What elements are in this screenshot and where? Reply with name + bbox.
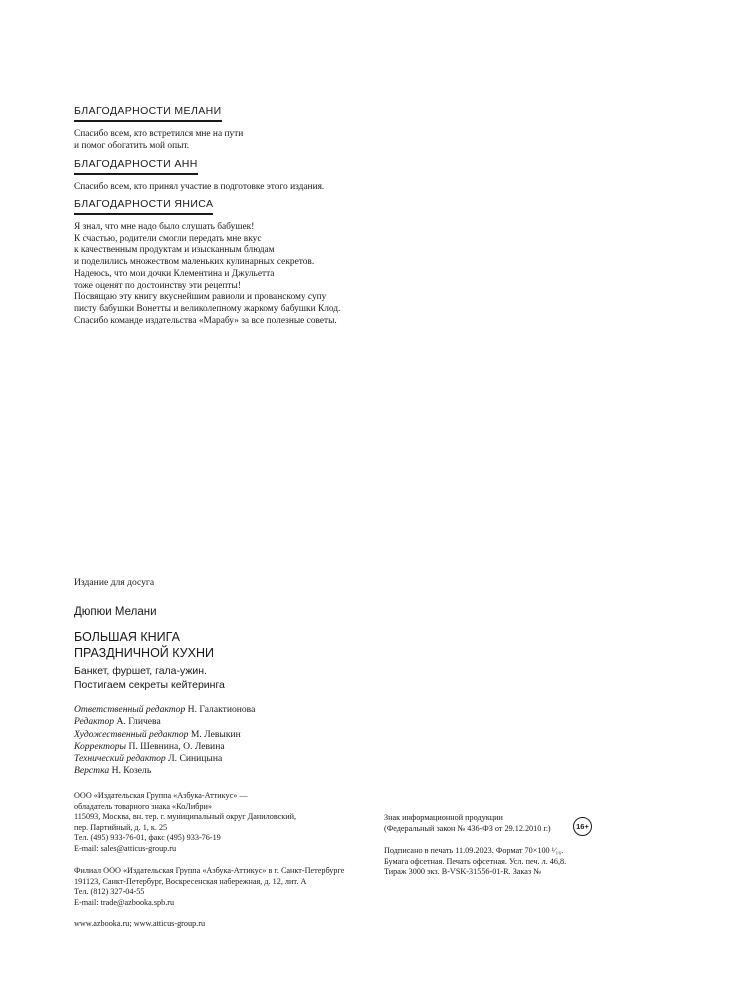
info-line: 191123, Санкт-Петербург, Воскресенская набережная, д. 12, лит. А xyxy=(74,876,307,886)
text-line: и помог обогатить мой опыт. xyxy=(74,140,190,151)
info-line: Тираж 3000 экз. B-VSK-31556-01-R. Заказ № xyxy=(384,867,542,877)
info-line: Подписано в печать 11.09.2023. Формат 70×100 ¹⁄₁₆. xyxy=(384,846,564,855)
section-title: БЛАГОДАРНОСТИ АНН xyxy=(74,158,198,175)
acknowledgement-yanis xyxy=(74,194,340,327)
text-line: Надеюсь, что мои дочки Клементина и Джульетта xyxy=(74,268,275,279)
text-line: Спасибо команде издательства «Марабу» за все полезные советы. xyxy=(74,315,337,326)
info-line: (Федеральный закон № 436-ФЗ от 29.12.2010 г.) xyxy=(384,823,551,833)
staff-name: А. Гличева xyxy=(116,716,161,728)
text-line: К счастью, родители смогли передать мне вкус xyxy=(74,233,262,244)
websites: www.azbooka.ru; www.atticus-group.ru xyxy=(74,919,206,928)
text-line: писту бабушки Вонетты и великолепному жаркому бабушки Клод. xyxy=(74,303,341,314)
section-title: БЛАГОДАРНОСТИ ЯНИСА xyxy=(74,198,213,215)
info-line: Тел. (495) 933-76-01, факс (495) 933-76-19 xyxy=(74,833,221,843)
info-line: Бумага офсетная. Печать офсетная. Усл. печ. л. 46,8. xyxy=(384,856,567,866)
staff-row xyxy=(74,741,255,753)
staff-name: Л. Синицына xyxy=(168,753,223,765)
staff-name: Н. Галактионова xyxy=(187,704,256,715)
book-title xyxy=(74,629,214,661)
subtitle-line: Банкет, фуршет, гала-ужин. xyxy=(74,665,207,677)
text-line: и поделились множеством маленьких кулинарных секретов. xyxy=(74,257,315,268)
info-line: обладатель товарного знака «КоЛибри» xyxy=(74,801,212,811)
staff-role: Редактор xyxy=(74,716,115,728)
staff-row xyxy=(74,729,255,741)
staff-role: Художественный редактор xyxy=(74,728,189,740)
staff-row xyxy=(74,716,255,728)
info-line: E-mail: sales@atticus-group.ru xyxy=(74,843,177,853)
publisher-info xyxy=(74,791,296,855)
acknowledgement-text xyxy=(74,182,324,194)
staff-role: Ответственный редактор xyxy=(74,704,186,715)
info-line: Тел. (812) 327-04-55 xyxy=(74,887,145,897)
staff-role: Технический редактор xyxy=(74,753,166,765)
subtitle-line: Постигаем секреты кейтеринга xyxy=(74,679,225,691)
title-line: ПРАЗДНИЧНОЙ КУХНИ xyxy=(74,646,214,660)
branch-info xyxy=(74,866,344,908)
staff-role: Верстка xyxy=(74,765,110,777)
acknowledgement-ann xyxy=(74,154,324,194)
book-subtitle xyxy=(74,664,225,692)
staff-name: Н. Козель xyxy=(111,765,152,777)
text-line: тоже оценят по достоинству эти рецепты! xyxy=(74,280,241,291)
text-line: Спасибо всем, кто встретился мне на пути xyxy=(74,129,244,139)
text-line: Посвящаю эту книгу вкуснейшим равиоли и прованскому супу xyxy=(74,292,327,303)
age-rating-badge: 16+ xyxy=(573,817,592,836)
text-line: к качественным продуктам и изысканным блюдам xyxy=(74,245,275,256)
staff-name: П. Шевнина, О. Левина xyxy=(128,740,225,752)
staff-row xyxy=(74,704,255,716)
title-line: БОЛЬШАЯ КНИГА xyxy=(74,630,180,644)
info-line: ООО «Издательская Группа «Азбука-Аттикус» — xyxy=(74,791,248,800)
staff-role: Корректоры xyxy=(74,740,127,752)
info-line: пер. Партийный, д. 1, к. 25 xyxy=(74,822,168,832)
edition-type: Издание для досуга xyxy=(74,577,155,588)
acknowledgement-melanie xyxy=(74,101,243,152)
staff-list xyxy=(74,704,255,778)
staff-name: М. Левыкин xyxy=(190,728,241,740)
section-title: БЛАГОДАРНОСТИ МЕЛАНИ xyxy=(74,105,222,122)
info-line: Знак информационной продукции xyxy=(384,813,503,822)
info-line: 115093, Москва, вн. тер. г. муниципальный округ Даниловский, xyxy=(74,812,297,822)
author: Дюпюи Мелани xyxy=(74,606,157,618)
acknowledgement-text xyxy=(74,129,243,152)
print-details xyxy=(384,846,566,878)
text-line: Я знал, что мне надо было слушать бабушек! xyxy=(74,222,255,232)
staff-row xyxy=(74,765,255,777)
info-mark-text xyxy=(384,813,551,834)
acknowledgement-text xyxy=(74,222,340,327)
info-line: Филиал ООО «Издательская Группа «Азбука-Аттикус» в г. Санкт-Петербурге xyxy=(74,866,345,875)
info-line: E-mail: trade@azbooka.spb.ru xyxy=(74,897,175,907)
text-line: Спасибо всем, кто принял участие в подготовке этого издания. xyxy=(74,182,325,192)
staff-row xyxy=(74,753,255,765)
